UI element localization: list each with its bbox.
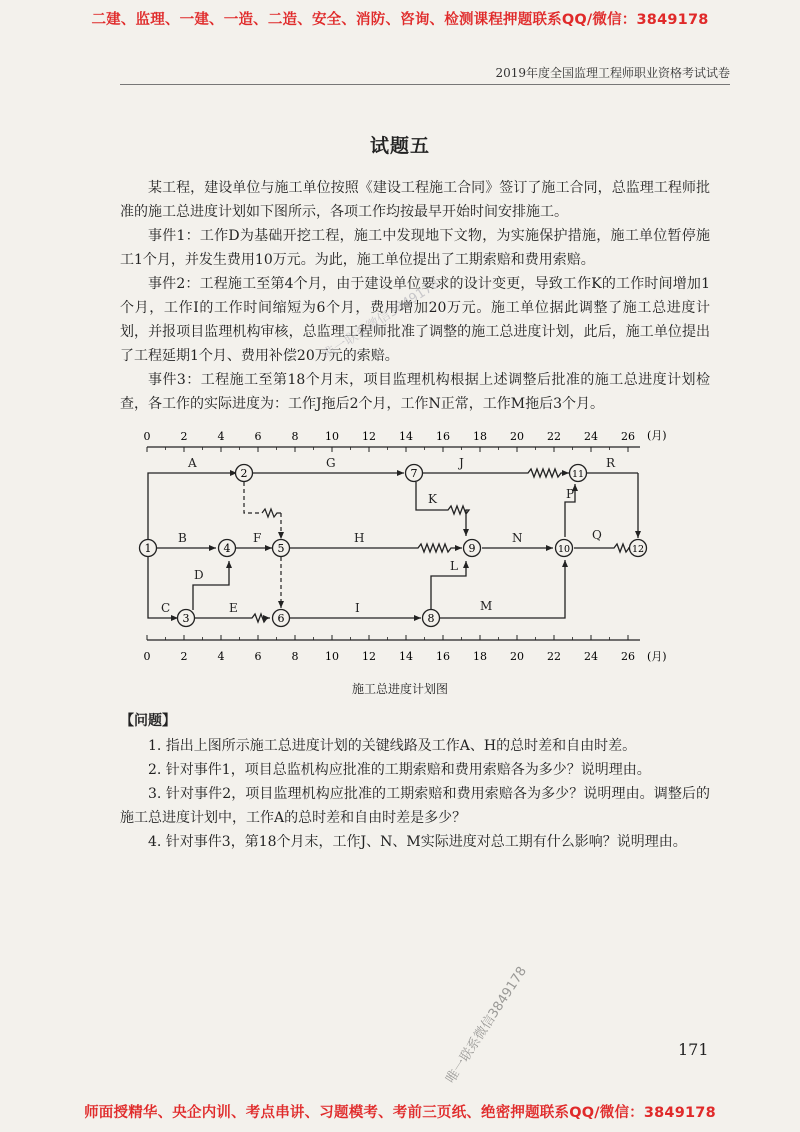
top-axis-tick-label: 14 [399,430,413,443]
questions-heading: 【问题】 [120,713,176,729]
label-B: B [178,531,187,545]
top-axis-tick-label: 10 [325,430,339,443]
node-10-label: 10 [557,544,571,555]
arrow-E [195,614,270,622]
node-5-label: 5 [277,542,285,555]
top-axis-tick-label: 22 [547,430,561,443]
node-6-label: 6 [277,612,285,625]
arrow-Q [574,544,629,552]
top-axis-unit: (月) [647,429,667,442]
node-12-label: 12 [631,544,645,555]
bottom-axis-tick-label: 4 [217,650,225,663]
top-axis-tick-label: 8 [291,430,299,443]
event1-paragraph: 事件1：工作D为基础开挖工程，施工中发现地下文物，为实施保护措施，施工单位暂停施工1个月，并发生费用10万元。为此，施工单位提出了工期索赔和费用索赔。 [120,228,710,268]
bottom-axis-ticks [144,635,636,663]
label-M: M [480,599,493,613]
top-axis-tick-label: 26 [621,430,635,443]
top-axis-tick-label: 4 [217,430,225,443]
label-R: R [606,456,616,470]
arrow-H [290,544,462,552]
event2-paragraph: 事件2：工程施工至第4个月，由于建设单位要求的设计变更，导致工作K的工作时间增加1个月，工作I的工作时间缩短为6个月，费用增加20万元。施工单位据此调整了施工总进度计划，并报项目监理机构审核，总监理工程师批准了调整的施工总进度计划，此后，施工单位提出了工程延期1个月、费用补偿20万元的索赔。 [120,276,710,364]
bottom-axis-tick-label: 24 [584,650,598,663]
bottom-axis-tick-label: 8 [291,650,299,663]
label-C: C [161,601,171,615]
node-2-label: 2 [240,467,248,480]
node-9-label: 9 [468,542,476,555]
arrow-J [423,469,569,477]
header-rule [120,84,730,85]
top-axis-ticks [144,430,636,452]
bottom-axis-tick-label: 18 [473,650,487,663]
bottom-axis-tick-label: 2 [180,650,188,663]
top-axis-tick-label: 0 [143,430,151,443]
node-8-label: 8 [427,612,435,625]
top-axis-tick-label: 12 [362,430,376,443]
dummy-wave [262,509,281,517]
intro-paragraph: 某工程，建设单位与施工单位按照《建设工程施工合同》签订了施工合同，总监理工程师批准的施工总进度计划如下图所示，各项工作均按最早开始时间安排施工。 [120,180,710,220]
node-3-label: 3 [182,612,190,625]
top-axis-tick-label: 18 [473,430,487,443]
time-scaled-network-diagram [110,420,680,675]
bottom-axis-tick-label: 14 [399,650,413,663]
bottom-axis-tick-label: 22 [547,650,561,663]
node-7-label: 7 [410,467,418,480]
node-4-label: 4 [223,542,231,555]
arrow-M [440,560,565,618]
event3-paragraph: 事件3：工程施工至第18个月末，项目监理机构根据上述调整后批准的施工总进度计划检查，各工作的实际进度为：工作J拖后2个月，工作N正常，工作M拖后3个月。 [120,372,710,412]
bottom-axis-tick-label: 12 [362,650,376,663]
watermark-low: 唯一联系微信3849178 [443,964,530,1087]
label-Q: Q [592,528,602,542]
question-4: 4. 针对事件3，第18个月末，工作J、N、M实际进度对总工期有什么影响？说明理由。 [148,834,687,850]
arrow-K [416,482,469,536]
bottom-axis-unit: (月) [647,650,667,663]
bottom-axis-tick-label: 16 [436,650,450,663]
label-N: N [512,531,523,545]
label-E: E [229,601,238,615]
dummy-2-5a [244,482,262,513]
question-2: 2. 针对事件1，项目总监机构应批准的工期索赔和费用索赔各为多少？说明理由。 [148,762,651,778]
bottom-axis-tick-label: 10 [325,650,339,663]
top-axis-tick-label: 20 [510,430,524,443]
arrow-L [431,561,466,609]
label-K: K [428,492,437,506]
label-F: F [253,531,262,545]
bottom-axis-tick-label: 0 [143,650,151,663]
top-axis-tick-label: 16 [436,430,450,443]
question-1: 1. 指出上图所示施工总进度计划的关键线路及工作A、H的总时差和自由时差。 [148,738,637,754]
label-G: G [326,456,336,470]
node-1-label: 1 [144,542,152,555]
node-11-label: 11 [571,469,585,480]
bottom-axis-tick-label: 6 [254,650,262,663]
top-axis-tick-label: 2 [180,430,188,443]
label-L: L [450,559,458,573]
label-H: H [354,531,365,545]
arrow-A [148,473,237,540]
top-banner: 二建、监理、一建、一造、二造、安全、消防、咨询、检测课程押题联系QQ/微信：3849178 [91,12,709,28]
label-J: J [459,456,464,470]
page-title: 试题五 [369,135,430,157]
page-number: 171 [678,1040,709,1059]
bottom-banner: 师面授精华、央企内训、考点串讲、习题模考、考前三页纸、绝密押题联系QQ/微信：3849178 [84,1105,716,1121]
label-D: D [194,568,204,582]
top-axis-tick-label: 6 [254,430,262,443]
top-axis-tick-label: 24 [584,430,598,443]
label-A: A [188,456,197,470]
bottom-axis-tick-label: 20 [510,650,524,663]
bottom-axis-tick-label: 26 [621,650,635,663]
watermark-mid: 唯一联系微信3849178 [320,276,443,363]
question-3: 3. 针对事件2，项目监理机构应批准的工期索赔和费用索赔各为多少？说明理由。调整后的施工总进度计划中，工作A的总时差和自由时差是多少？ [120,786,710,826]
label-I: I [355,601,360,615]
running-header: 2019年度全国监理工程师职业资格考试试卷 [495,66,730,80]
label-P: P [566,487,575,501]
diagram-caption: 施工总进度计划图 [351,682,448,696]
